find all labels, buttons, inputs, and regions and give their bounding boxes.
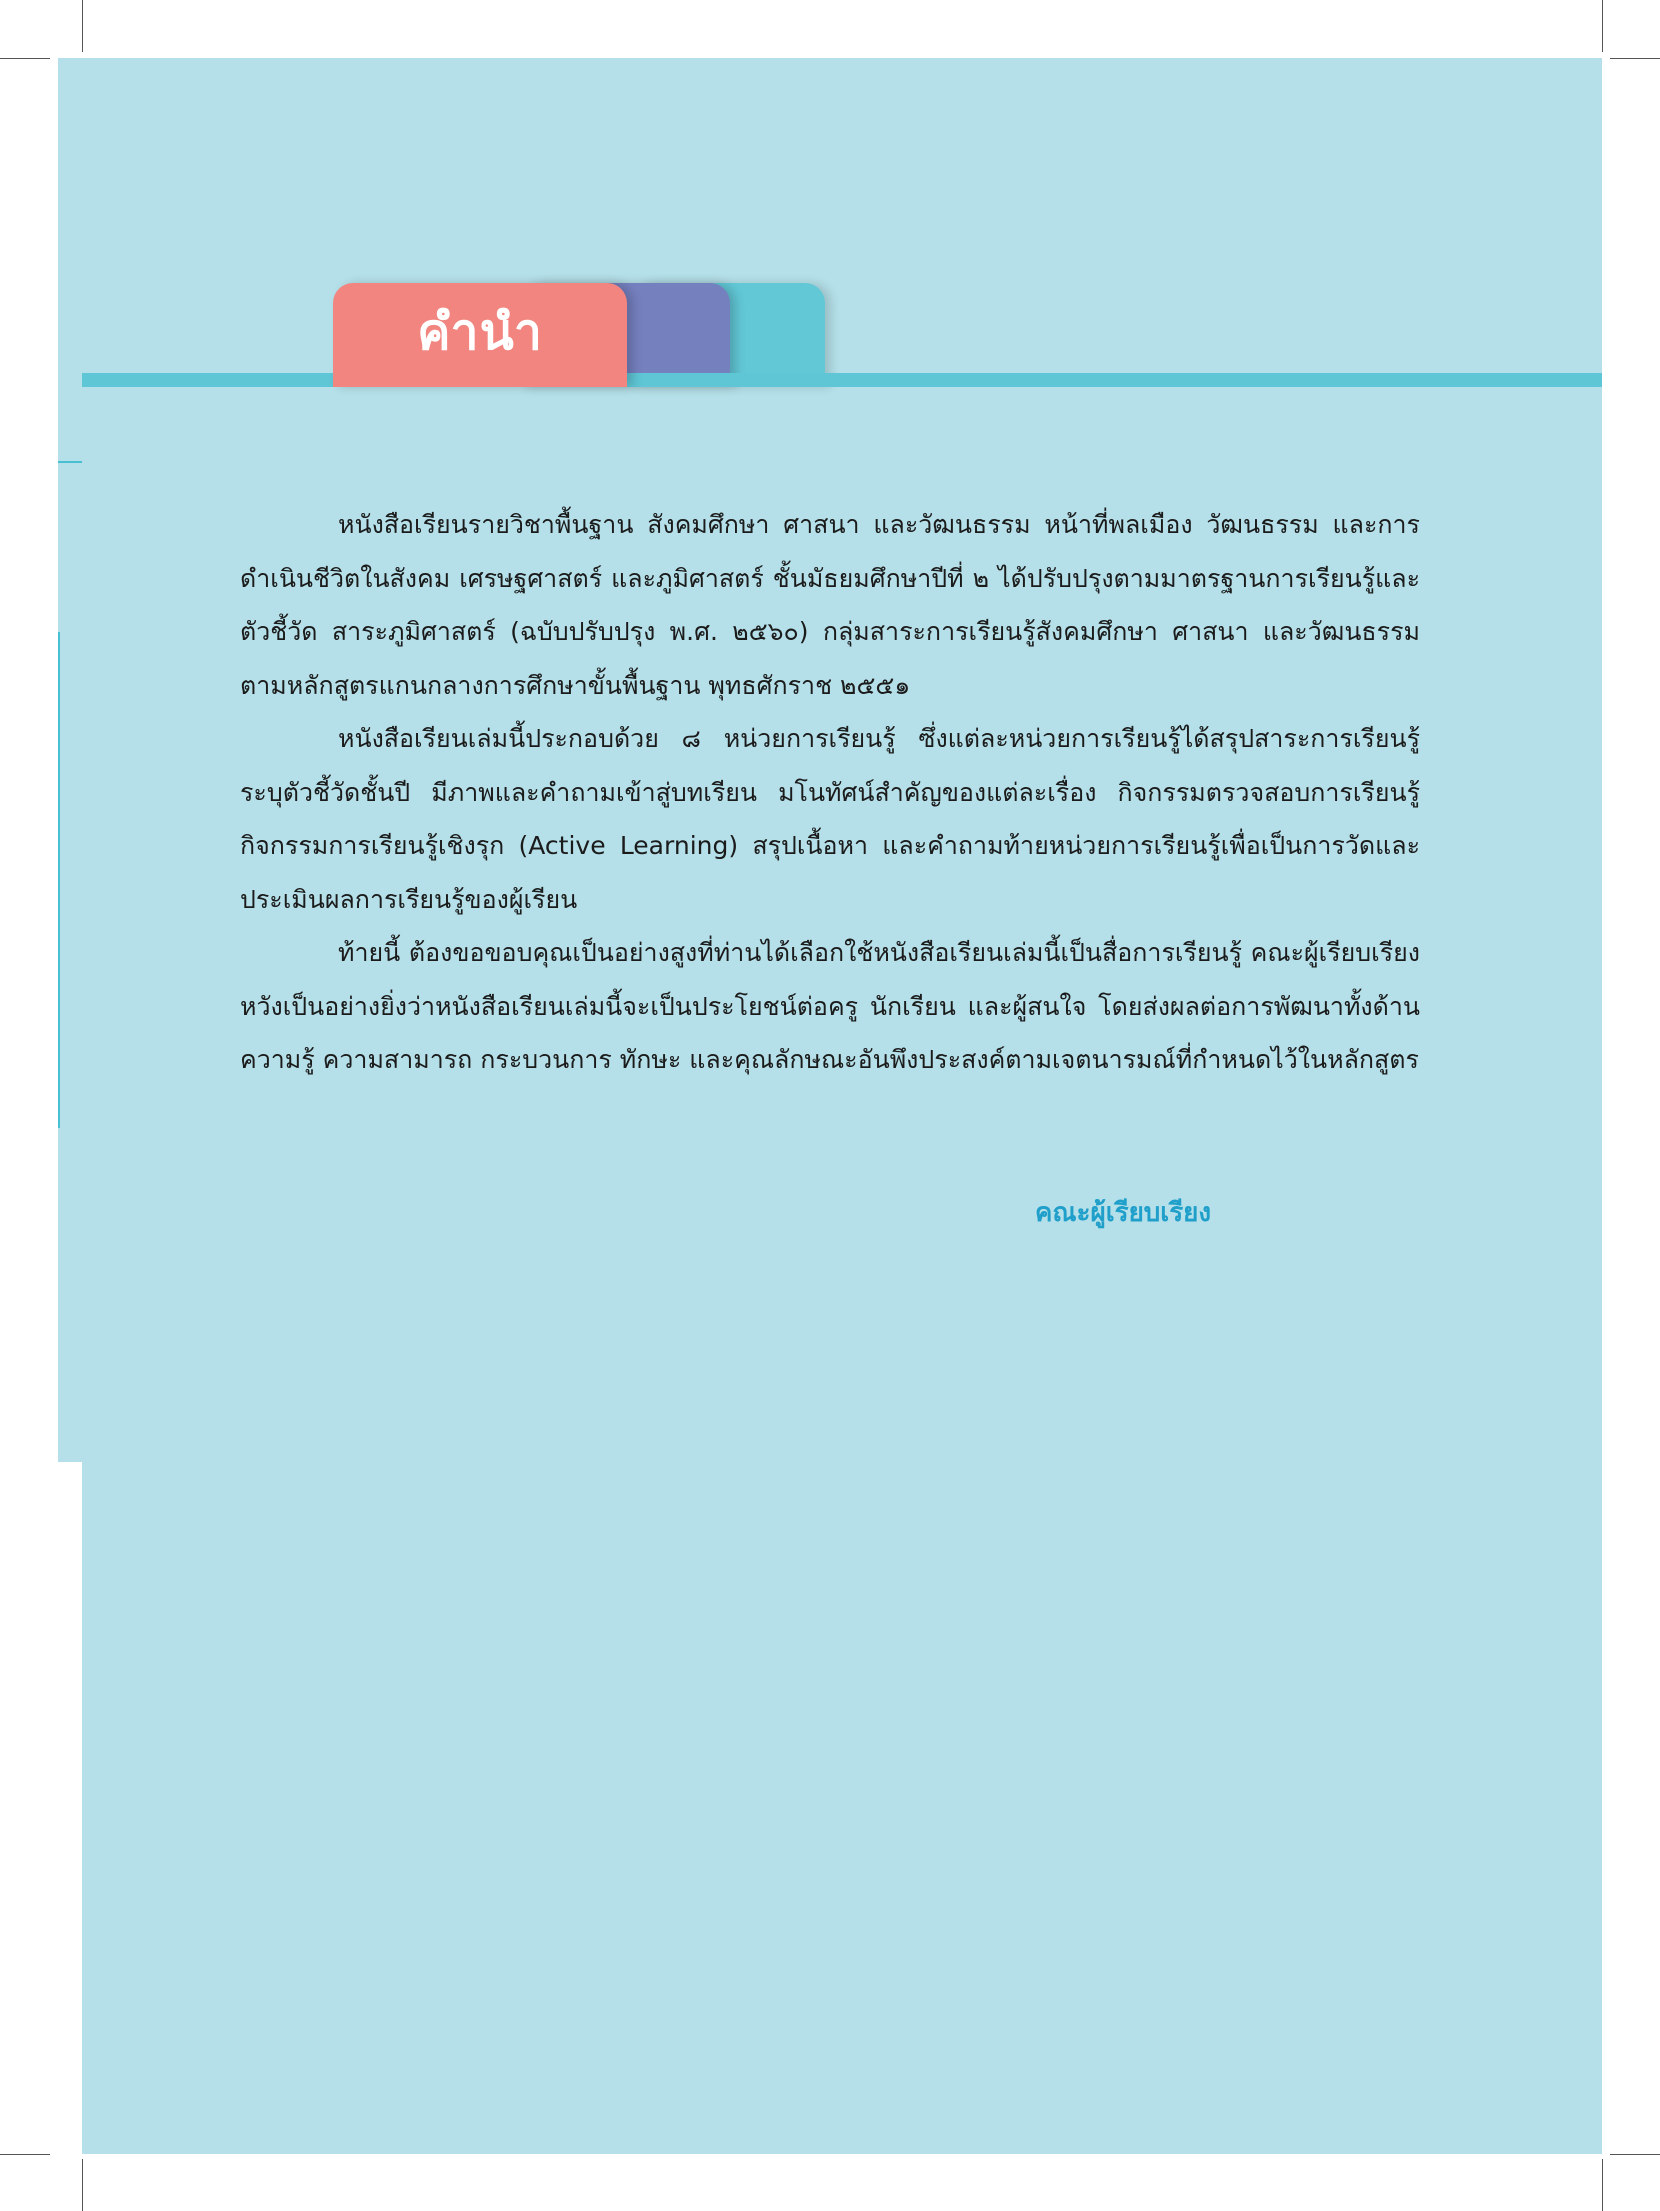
- crop-mark: [0, 2154, 50, 2155]
- header-tab-title: [333, 283, 627, 387]
- crop-mark: [1602, 0, 1603, 52]
- panel-left-strip: [58, 58, 84, 1462]
- crop-mark: [82, 2159, 83, 2211]
- preface-body: [240, 498, 1420, 1087]
- crop-mark: [82, 0, 83, 52]
- signature: คณะผู้เรียบเรียง: [1035, 1198, 1212, 1228]
- edge-marker-vline: [58, 632, 60, 1128]
- crop-mark: [1610, 2154, 1660, 2155]
- paragraph: หนังสือเรียนรายวิชาพื้นฐาน สังคมศึกษา ศาสนา และวัฒนธรรม หน้าที่พลเมือง วัฒนธรรม และการดำเนินชีวิตในสังคม เศรษฐศาสตร์ และภูมิศาสตร์ ชั้นมัธยมศึกษาปีที่ ๒ ได้ปรับปรุงตามมาตรฐานการเรียนรู้และตัวชี้วัด สาระภูมิศาสตร์ (ฉบับปรับปรุง พ.ศ. ๒๕๖๐) กลุ่มสาระการเรียนรู้สังคมศึกษา ศาสนา และวัฒนธรรม ตามหลักสูตรแกนกลางการศึกษาขั้นพื้นฐาน พุทธศักราช ๒๕๕๑: [240, 510, 1420, 700]
- crop-mark: [1602, 2159, 1603, 2211]
- edge-marker-line: [58, 461, 82, 463]
- paragraph: หนังสือเรียนเล่มนี้ประกอบด้วย ๘ หน่วยการเรียนรู้ ซึ่งแต่ละหน่วยการเรียนรู้ได้สรุปสาระการเรียนรู้ ระบุตัวชี้วัดชั้นปี มีภาพและคำถามเข้าสู่บทเรียน มโนทัศน์สำคัญของแต่ละเรื่อง กิจกรรมตรวจสอบการเรียนรู้ กิจกรรมการเรียนรู้เชิงรุก (Active Learning) สรุปเนื้อหา และคำถามท้ายหน่วยการเรียนรู้เพื่อเป็นการวัดและประเมินผลการเรียนรู้ของผู้เรียน: [240, 724, 1420, 914]
- paragraph: ท้ายนี้ ต้องขอขอบคุณเป็นอย่างสูงที่ท่านได้เลือกใช้หนังสือเรียนเล่มนี้เป็นสื่อการเรียนรู้ คณะผู้เรียบเรียงหวังเป็นอย่างยิ่งว่าหนังสือเรียนเล่มนี้จะเป็นประโยชน์ต่อครู นักเรียน และผู้สนใจ โดยส่งผลต่อการพัฒนาทั้งด้านความรู้ ความสามารถ กระบวนการ ทักษะ และคุณลักษณะอันพึงประสงค์ตามเจตนารมณ์ที่กำหนดไว้ในหลักสูตร: [240, 938, 1420, 1074]
- page-title: คำนำ: [417, 302, 543, 361]
- crop-mark: [1610, 58, 1660, 59]
- crop-mark: [0, 58, 50, 59]
- header-rule: [82, 373, 1602, 387]
